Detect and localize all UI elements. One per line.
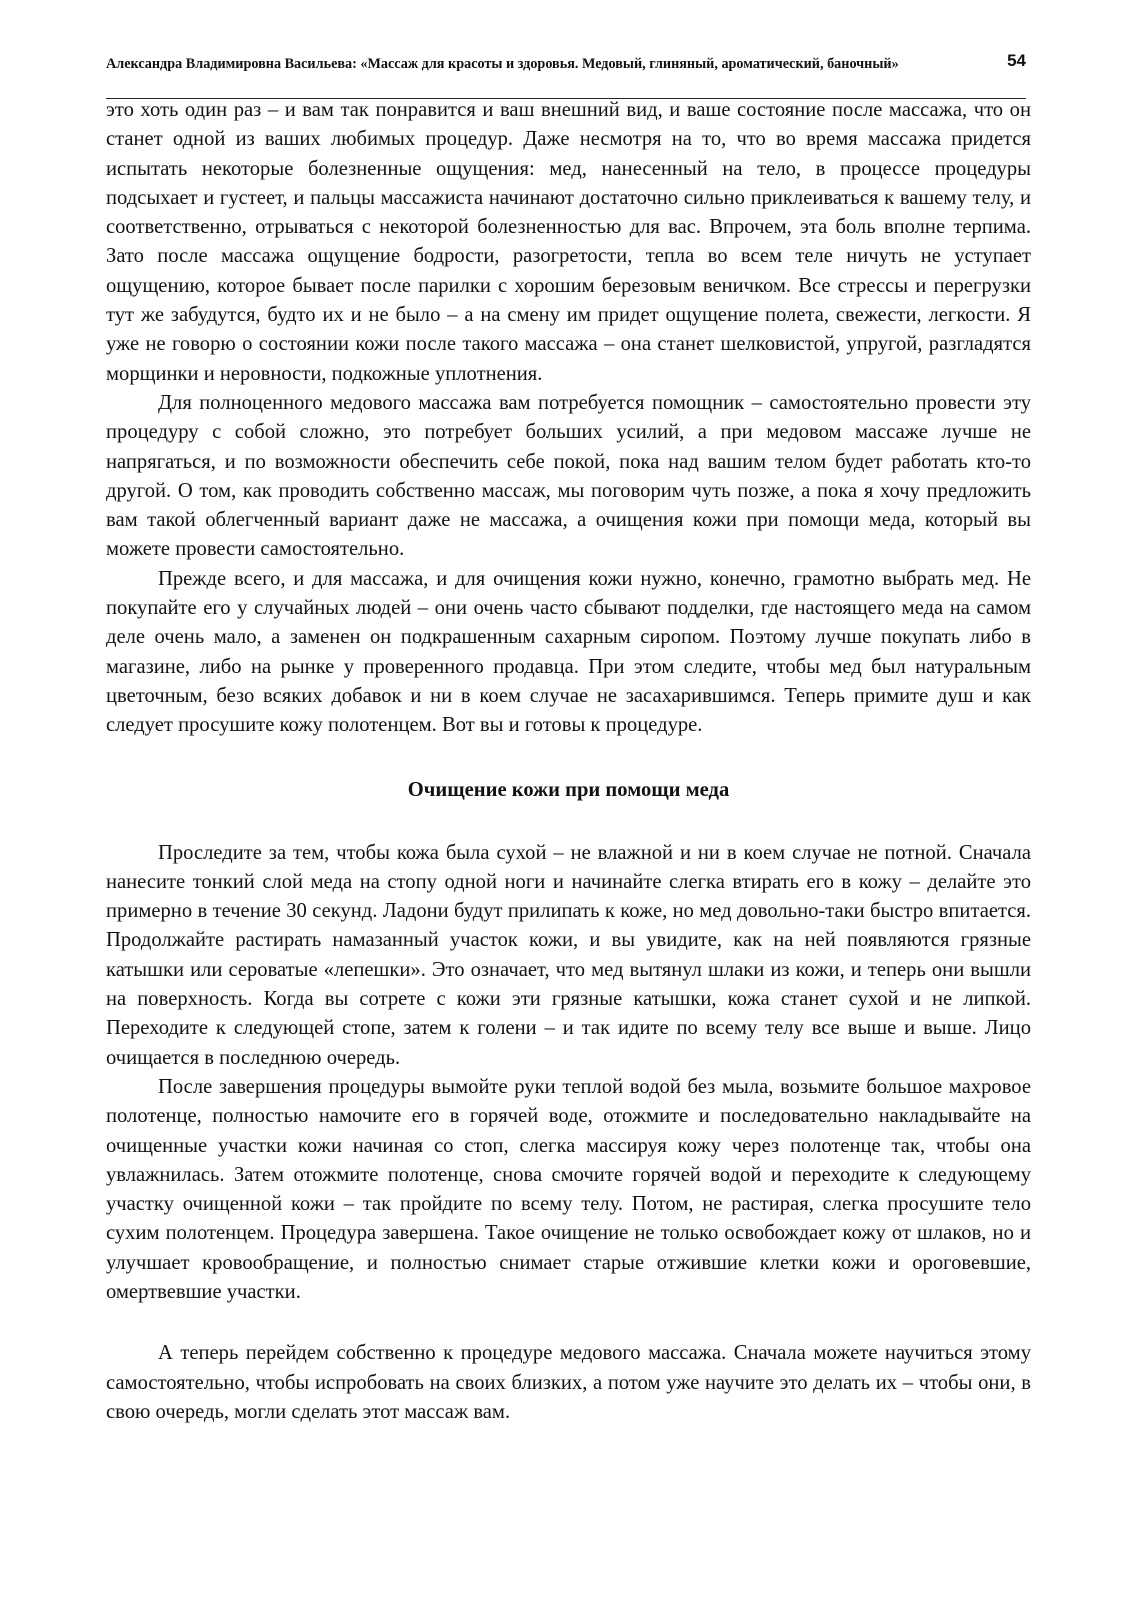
body-text	[106, 96, 1031, 1427]
paragraph-spacer	[106, 1307, 1031, 1339]
header-title: Александра Владимировна Васильева: «Массаж для красоты и здоровья. Медовый, глиняный, ароматический, баночный»	[106, 56, 899, 72]
paragraph: После завершения процедуры вымойте руки теплой водой без мыла, возьмите большое махровое полотенце, полностью намочите его в горячей воде, отожмите и последовательно накладывайте на очищенные участки кожи начиная со стоп, слегка массируя кожу через полотенце так, чтобы она увлажнилась. Затем отожмите полотенце, снова смочите горячей водой и переходите к следующему участку очищенной кожи – так пройдите по всему телу. Потом, не растирая, слегка просушите тело сухим полотенцем. Процедура завершена. Такое очищение не только освобождает кожу от шлаков, но и улучшает кровообращение, и полностью снимает старые отжившие клетки кожи и ороговевшие, омертвевшие участки.	[106, 1075, 1031, 1303]
paragraph: А теперь перейдем собственно к процедуре медового массажа. Сначала можете научиться этому самостоятельно, чтобы испробовать на своих близких, а потом уже научите это делать их – чтобы они, в свою очередь, могли сделать этот массаж вам.	[106, 1342, 1031, 1423]
paragraph: Для полноценного медового массажа вам потребуется помощник – самостоятельно провести эту процедуру с собой сложно, это потребует больших усилий, а при медовом массаже лучше не напрягаться, и по возможности обеспечить себе покой, пока над вашим телом будет работать кто-то другой. О том, как проводить собственно массаж, мы поговорим чуть позже, а пока я хочу предложить вам такой облегченный вариант даже не массажа, а очищения кожи при помощи меда, который вы можете провести самостоятельно.	[106, 391, 1031, 561]
section-heading: Очищение кожи при помощи меда	[407, 778, 730, 801]
paragraph: Прежде всего, и для массажа, и для очищения кожи нужно, конечно, грамотно выбрать мед. Не покупайте его у случайных людей – они очень часто сбывают подделки, где настоящего меда на самом деле очень мало, а заменен он подкрашенным сахарным сиропом. Поэтому лучше покупать либо в магазине, либо на рынке у проверенного продавца. При этом следите, чтобы мед был натуральным цветочным, безо всяких добавок и ни в коем случае не засахарившимся. Теперь примите душ и как следует просушите кожу полотенцем. Вот вы и готовы к процедуре.	[106, 567, 1031, 737]
paragraph: это хоть один раз – и вам так понравится и ваш внешний вид, и ваше состояние после массажа, что он станет одной из ваших любимых процедур. Даже несмотря на то, что во время массажа придется испытать некоторые болезненные ощущения: мед, нанесенный на тело, в процессе процедуры подсыхает и густеет, и пальцы массажиста начинают достаточно сильно приклеиваться к вашему телу, и соответственно, отрываться с некоторой болезненностью для вас. Впрочем, эта боль вполне терпима. Зато после массажа ощущение бодрости, разогретости, тепла во всем теле ничуть не уступает ощущению, которое бывает после парилки с хорошим березовым веничком. Все стрессы и перегрузки тут же забудутся, будто их и не было – а на смену им придет ощущение полета, свежести, легкости. Я уже не говорю о состоянии кожи после такого массажа – она станет шелковистой, упругой, разгладятся морщинки и неровности, подкожные уплотнения.	[106, 99, 1031, 385]
running-header	[106, 51, 1026, 99]
page-number: 54	[1007, 51, 1026, 70]
paragraph: Проследите за тем, чтобы кожа была сухой – не влажной и ни в коем случае не потной. Сначала нанесите тонкий слой меда на стопу одной ноги и начинайте слегка втирать его в кожу – делайте это примерно в течение 30 секунд. Ладони будут прилипать к коже, но мед довольно-таки быстро впитается. Продолжайте растирать намазанный участок кожи, и вы увидите, как на ней появляются грязные катышки или сероватые «лепешки». Это означает, что мед вытянул шлаки из кожи, и теперь они вышли на поверхность. Когда вы сотрете с кожи эти грязные катышки, кожа станет сухой и не липкой. Переходите к следующей стопе, затем к голени – и так идите по всему телу все выше и выше. Лицо очищается в последнюю очередь.	[106, 841, 1031, 1069]
